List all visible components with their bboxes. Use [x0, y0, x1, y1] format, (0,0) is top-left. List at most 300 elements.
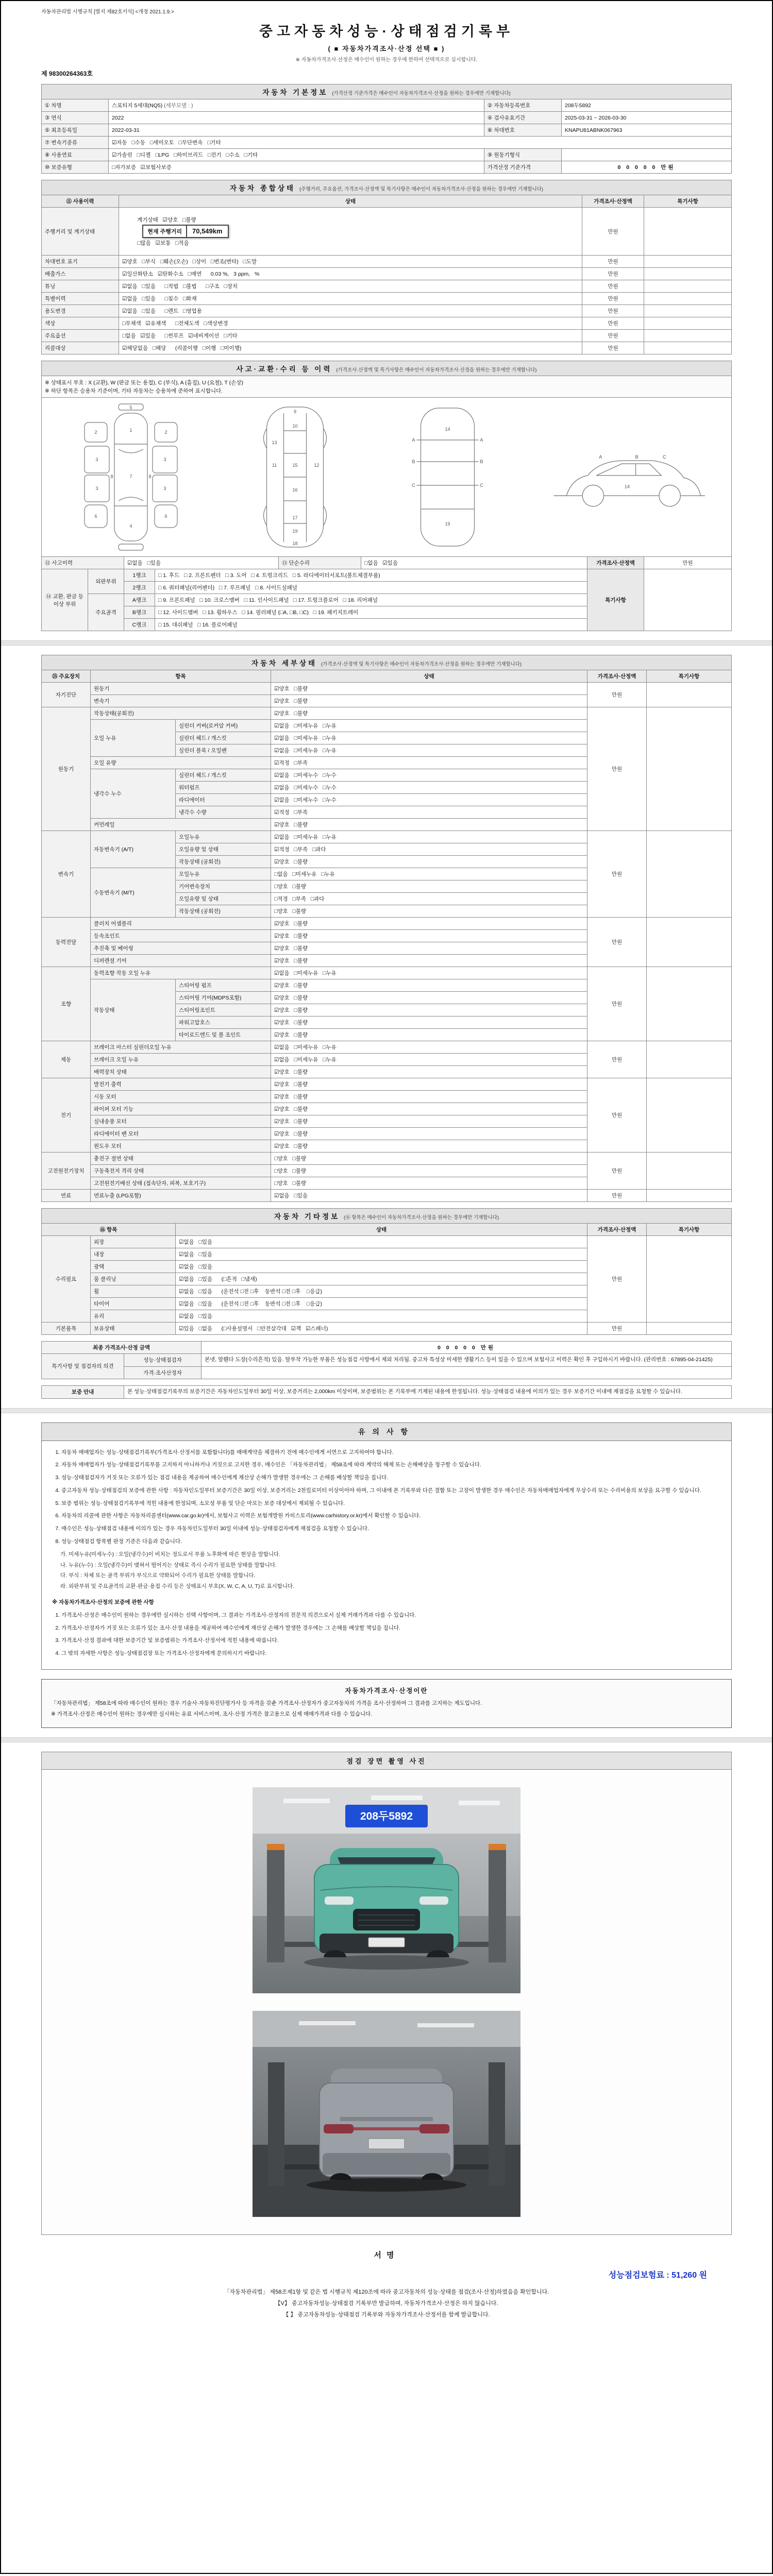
sub-item-cell: 파워고압호스 [176, 1016, 271, 1029]
notice-list [52, 1448, 721, 1546]
svg-text:14: 14 [624, 484, 630, 489]
svg-text:4: 4 [129, 523, 132, 529]
detail-title: 자동차 세부상태 [251, 659, 317, 667]
status-cell: ☑양호 □불량 [271, 1016, 587, 1029]
photo-front-illustration [253, 1787, 520, 1993]
status-cell: ☑양호 □불량 [271, 992, 587, 1004]
price-cell: 만원 [587, 1190, 647, 1202]
etc-title: 자동차 기타정보 [274, 1213, 340, 1221]
photo-plate-text: 208두5892 [360, 1810, 413, 1822]
note-cell [647, 707, 732, 831]
pricing-notice-item: 1. 가격조사·산정은 매수인이 원하는 경우에만 실시하는 선택 사항이며, 그 결과는 가격조사·산정자의 전문적 의견으로서 실제 거래가격과 다를 수 있습니다. [61, 1611, 721, 1620]
etc-section-header [42, 1209, 732, 1224]
svg-text:16: 16 [292, 487, 298, 493]
svg-text:6: 6 [164, 514, 167, 519]
photo-rear-illustration [253, 2011, 520, 2217]
notice-box [41, 1422, 732, 1670]
status-cell: □양호 □불량 [271, 905, 587, 918]
status-cell: □무채색 ☑유채색 □전체도색 □색상변경 [119, 317, 582, 330]
accident-history-value: ☑없음 □있음 [124, 557, 279, 569]
form-reference: 자동차관리법 시행규칙 [별지 제82호서식] <개정 2021.1.9.> [41, 9, 174, 15]
comp-section-header [42, 180, 732, 195]
note-cell [644, 330, 732, 342]
base-price-label: 가격산정 기준가격 [484, 161, 561, 174]
sub-item-cell: 작동상태 (공회전) [176, 905, 271, 918]
svg-text:3: 3 [163, 457, 166, 462]
inspection-premium [41, 2268, 707, 2280]
svg-text:6: 6 [94, 514, 97, 519]
signature-title: 서명 [374, 2250, 399, 2260]
accident-flags-table [41, 556, 732, 569]
premium-value: 51,260 원 [671, 2270, 707, 2280]
svg-text:13: 13 [271, 440, 277, 445]
price-cell: 만원 [587, 1236, 646, 1323]
price-cell: 만원 [582, 305, 644, 317]
mileage-row-label: 주행거리 및 계기상태 [42, 208, 119, 256]
page-break-2 [1, 1408, 772, 1413]
status-cell: ☑양호 □불량 [271, 1029, 587, 1041]
svg-text:19: 19 [292, 529, 298, 534]
accident-legend [42, 376, 732, 398]
notice-item: 3. 성능·상태점검자가 거짓 또는 오류가 있는 점검 내용을 제공하여 매수인에게 재산상 손해가 발생한 경우에는 그 손해를 배상할 책임을 집니다. [61, 1473, 721, 1482]
basic-info-table [41, 84, 732, 174]
svg-text:19: 19 [444, 521, 450, 527]
item-cell: 변속기 [91, 695, 271, 707]
main-frame-label: 주요골격 [88, 594, 124, 631]
mileage-status [119, 208, 582, 256]
status-cell: ☑적정 □부족 [271, 806, 587, 819]
price-cell: 만원 [587, 1323, 646, 1335]
pricing-definition-title: 자동차가격조사·산정이란 [345, 1687, 428, 1695]
detail-col-item: 항목 [91, 670, 271, 683]
status-cell: ☑양호 □불량 [271, 695, 587, 707]
note-cell [647, 1190, 732, 1202]
accident-history-label: ⑫ 사고이력 [42, 557, 124, 569]
item-cell: 클러치 어셈블리 [91, 918, 271, 930]
vehicle-diagram-cell [42, 398, 732, 557]
pricing-definition-box [41, 1679, 732, 1728]
etc-col-price: 가격조사·산정액 [587, 1224, 646, 1236]
inspection-value: 2025-03-31 ~ 2026-03-30 [561, 112, 731, 124]
price-cell: 만원 [587, 1078, 647, 1153]
svg-text:7: 7 [129, 474, 132, 479]
sub-item-cell: 스티어링조인트 [176, 1004, 271, 1016]
appraiser-opinion [201, 1366, 732, 1379]
status-cell: □양호 □불량 [271, 1177, 587, 1190]
reg-no-label: ② 자동차등록번호 [484, 99, 561, 112]
usage-change-label: 용도변경 [42, 305, 119, 317]
svg-text:5: 5 [129, 405, 132, 410]
status-cell: ☑양호 □불량 [271, 979, 587, 992]
sub-item-cell: 오일누유 [176, 868, 271, 880]
status-cell: ☑없음 □미세누수 □누수 [271, 769, 587, 782]
note-cell [647, 1041, 732, 1078]
price-cell: 만원 [582, 330, 644, 342]
etc-note: (⑯ 항목은 매수인이 자동차가격조사·산정을 원하는 경우에만 기재합니다) [344, 1215, 499, 1221]
item-cell: 외장 [91, 1236, 176, 1248]
signature-section [41, 2249, 732, 2318]
detail-note: (가격조사·산정액 및 특기사항은 매수인이 자동차가격조사·산정을 원하는 경우에만 기재합니다) [321, 662, 522, 667]
svg-text:1: 1 [129, 428, 132, 433]
status-cell: ☑없음 □미세누유 □누유 [271, 1041, 587, 1054]
item-cell: 오일 누유 [91, 720, 176, 757]
color-label: 색상 [42, 317, 119, 330]
svg-text:3: 3 [95, 457, 98, 462]
sub-item-cell: 라디에이터 [176, 794, 271, 806]
sub-item-cell: 실린더 헤드 / 개스킷 [176, 769, 271, 782]
diagram-top-skeleton [395, 400, 500, 554]
svg-text:3: 3 [95, 486, 98, 491]
accident-history-table [41, 361, 732, 557]
sub-item-cell: 냉각수 수량 [176, 806, 271, 819]
device-transmission: 변속기 [42, 831, 91, 918]
accident-price-label: 가격조사·산정액 [587, 557, 644, 569]
sub-item-cell: 오일유량 및 상태 [176, 843, 271, 856]
notice-criteria-item: 가. 미세누유(미세누수) : 오일(냉각수)이 비치는 정도로서 부품 노후화에 따른 현상을 말합니다. [60, 1551, 281, 1557]
price-cell: 만원 [582, 342, 644, 354]
page-3 [41, 1422, 732, 1728]
item-cell: 라디에이터 팬 모터 [91, 1128, 271, 1140]
status-cell: ☑양호 □불량 [271, 1128, 587, 1140]
mileage-level-status: □많음 ☑보통 □적음 [137, 240, 189, 246]
recall-label: 리콜대상 [42, 342, 119, 354]
status-cell: ☑없음 □미세누유 □누유 [271, 732, 587, 744]
pricing-notice-title: ※ 자동차가격조사·산정의 보증에 관한 사항 [52, 1599, 154, 1606]
sub-item-cell: 오일유량 및 상태 [176, 893, 271, 905]
vin-value: KNAPU81ABNK067963 [561, 124, 731, 137]
svg-text:8: 8 [148, 474, 152, 479]
svg-text:C: C [662, 454, 666, 460]
car-name-value [109, 99, 484, 112]
sub-item-cell: 실린더 커버(로커암 커버) [176, 720, 271, 732]
status-cell: ☑없음 □있음 [176, 1236, 587, 1248]
etc-col-item: ⑯ 항목 [42, 1224, 176, 1236]
base-price-value: 0 0 0 0 0 만원 [561, 161, 731, 174]
diagram-side-view [547, 436, 707, 518]
status-cell: ☑양호 □불량 [271, 1115, 587, 1128]
exchange-label: ⑭ 교환, 판금 등 이상 부위 [42, 569, 88, 631]
pricing-notice-item: 2. 가격조사·산정자가 거짓 또는 오류가 있는 조사·산정 내용을 제공하여 매수인에게 재산상 손해가 발생한 경우에는 그 손해를 배상할 책임을 집니다. [61, 1624, 721, 1633]
notice-criteria [60, 1550, 721, 1591]
notice-item: 4. 중고자동차 성능·상태점검의 보증에 관한 사항 : 자동차인도일부터 보증기간은 30일 이상, 보증거리는 2천킬로미터 이상이어야 하며, 그 이내에 본 기록부와 다른 결함 또는 고장이 발생한 경우 매수인은 자동차매매업자에게 무상수리 또는 수리비용의 보상을 요구할 수 있습니다. [61, 1486, 721, 1495]
note-cell [647, 1078, 732, 1153]
inspection-photo-rear [253, 2011, 520, 2217]
status-cell: ☑없음 □있음 □렌트 □영업용 [119, 305, 582, 317]
inspection-label: ④ 검사유효기간 [484, 112, 561, 124]
device-fuel: 연료 [42, 1190, 91, 1202]
comp-col-item: ⑪ 사용이력 [42, 195, 119, 208]
svg-text:10: 10 [292, 423, 298, 429]
accident-price-value: 만원 [644, 557, 732, 569]
svg-text:14: 14 [444, 427, 450, 432]
status-cell: ☑적정 □부족 □과다 [271, 843, 587, 856]
item-cell: 브레이크 오일 누유 [91, 1054, 271, 1066]
outer-panel-label: 외판부위 [88, 569, 124, 594]
note-cell [644, 342, 732, 354]
item-cell: 오일 유량 [91, 757, 271, 769]
tuning-label: 튜닝 [42, 280, 119, 293]
status-cell: ☑없음 □있음 (운전석 □전 □후 동반석 □전 □후 □응급) [176, 1285, 587, 1298]
status-cell: ☑해당없음 □해당 (리콜이행 □이행 □미이행) [119, 342, 582, 354]
status-cell: ☑없음 □미세누유 □누유 [271, 720, 587, 732]
note-cell [646, 1236, 731, 1323]
device-powertrain: 동력전달 [42, 918, 91, 967]
note-cell [644, 268, 732, 280]
svg-text:C: C [479, 483, 483, 488]
item-cell: 수동변속기 (M/T) [91, 868, 176, 918]
price-cell: 만원 [587, 831, 647, 918]
car-name: 스포티지 5세대(NQ5) [112, 103, 163, 109]
rankA-label: A랭크 [124, 594, 155, 606]
accident-note-value [644, 569, 732, 631]
doc-number: 제 98300264363호 [41, 70, 93, 77]
diagram-underbody-frame [242, 400, 348, 554]
svg-text:A: A [479, 437, 483, 443]
price-cell: 만원 [582, 208, 644, 256]
notice-item: 6. 자동차의 리콜에 관한 사항은 자동차리콜센터(www.car.go.kr)에서, 보험사고 이력은 보험개발원 카히스토리(www.carhistory.or.kr)에서 확인할 수 있습니다. [61, 1512, 721, 1520]
item-cell: 휠 [91, 1285, 176, 1298]
basic-note: (가격산정 기준가격은 매수인이 자동차가격조사·산정을 원하는 경우에만 기재합니다) [332, 91, 511, 96]
issue-option-2: 【 】 중고자동차성능·상태점검 기록부와 자동차가격조사·산정서를 함께 발급합니다. [283, 2311, 490, 2318]
detail-col-price: 가격조사·산정액 [587, 670, 647, 683]
item-cell: 보유상태 [91, 1323, 176, 1335]
reg-no-value: 208두5892 [561, 99, 731, 112]
accident-title: 사고·교환·수리 등 이력 [236, 365, 332, 373]
mileage-box-label: 현재 주행거리 [143, 226, 187, 237]
sub-item-cell: 스티어링 기어(MDPS포함) [176, 992, 271, 1004]
accident-section-header [42, 361, 732, 376]
note-cell [644, 280, 732, 293]
svg-text:9: 9 [293, 409, 296, 414]
item-cell: 연료누출 (LPG포함) [91, 1190, 271, 1202]
device-selfdiag: 자기진단 [42, 683, 91, 707]
status-cell: ☑없음 □있음 (운전석 □전 □후 동반석 □전 □후 □응급) [176, 1298, 587, 1310]
status-cell: ☑없음 □미세누유 □누유 [271, 967, 587, 979]
pricing-notice-item: 4. 그 밖의 자세한 사항은 성능·상태점검장 또는 가격조사·산정자에게 문의하시기 바랍니다. [61, 1649, 721, 1658]
svg-text:2: 2 [94, 430, 97, 435]
note-cell [647, 1153, 732, 1190]
svg-text:C: C [411, 483, 415, 488]
svg-text:3: 3 [163, 486, 166, 491]
rankC-label: C랭크 [124, 619, 155, 631]
item-cell: 와이퍼 모터 기능 [91, 1103, 271, 1115]
status-cell: ☑없음 □있음 [176, 1261, 587, 1273]
status-cell: □없음 ☑있음 □썬루프 ☑네비게이션 □기타 [119, 330, 582, 342]
status-cell: ☑적정 □부족 [271, 757, 587, 769]
notice-item: 8. 성능·상태점검 항목별 판정 기준은 다음과 같습니다. [61, 1537, 721, 1546]
accident-note: (가격조사·산정액 및 특기사항은 매수인이 자동차가격조사·산정을 원하는 경우에만 기재합니다) [336, 367, 537, 373]
notice-criteria-item: 나. 누유(누수) : 오일(냉각수)이 맺혀서 떨어지는 상태로 즉시 수리가 필요한 상태를 말합니다. [60, 1562, 277, 1568]
rank1-label: 1랭크 [124, 569, 155, 582]
detail-col-device: ⑮ 주요장치 [42, 670, 91, 683]
status-cell: ☑양호 □불량 [271, 942, 587, 955]
photo-section [41, 1770, 732, 2235]
price-cell: 만원 [582, 317, 644, 330]
trans-value: ☑자동 □수동 □세미오토 □무단변속 □기타 [109, 137, 732, 149]
price-cell: 만원 [587, 1041, 647, 1078]
rankC-items: □ 15. 대쉬패널 □ 16. 플로어패널 [155, 619, 587, 631]
status-cell: ☑없음 □미세누유 □누유 [271, 1054, 587, 1066]
item-cell: 룸 클리닝 [91, 1273, 176, 1285]
status-cell: ☑일산화탄소 ☑탄화수소 □매연 0.03 %, 3 ppm, % [119, 268, 582, 280]
note-cell [647, 918, 732, 967]
note-cell [647, 831, 732, 918]
group-basic-items: 기본품목 [42, 1323, 91, 1335]
detail-section-header [42, 655, 732, 670]
item-cell: 타이어 [91, 1298, 176, 1310]
basic-title: 자동차 기본정보 [262, 89, 328, 96]
item-cell: 동력조향 작동 오일 누유 [91, 967, 271, 979]
svg-text:2: 2 [164, 430, 167, 435]
status-cell: ☑없음 □미세누수 □누수 [271, 794, 587, 806]
year-label: ③ 연식 [42, 112, 109, 124]
page-4 [41, 1752, 732, 2318]
comp-col-status: 상태 [119, 195, 582, 208]
pricing-notice-item: 3. 가격조사·산정 결과에 대한 보증기간 및 보증범위는 가격조사·산정서에 적힌 내용에 따릅니다. [61, 1636, 721, 1645]
status-cell: □양호 □불량 [271, 880, 587, 893]
item-cell: 윈도우 모터 [91, 1140, 271, 1153]
final-price-table [41, 1341, 732, 1379]
device-brake: 제동 [42, 1041, 91, 1078]
premium-label: 성능점검보험료 : [608, 2270, 669, 2280]
status-cell: ☑없음 □있음 [176, 1310, 587, 1323]
price-cell: 만원 [587, 918, 647, 967]
item-cell: 작동상태 [91, 979, 176, 1041]
comp-col-price: 가격조사·산정액 [582, 195, 644, 208]
status-cell: ☑양호 □불량 [271, 683, 587, 695]
final-price-label: 최종 가격조사·산정 금액 [42, 1342, 201, 1354]
price-cell: 만원 [582, 256, 644, 268]
item-cell: 커먼레일 [91, 819, 271, 831]
fuel-label: ⑧ 사용연료 [42, 149, 109, 161]
status-cell: ☑양호 □불량 [271, 707, 587, 720]
status-cell: □양호 □불량 [271, 1153, 587, 1165]
inspector-opinion: 본넷, 앞휀다 도장(수리흔적) 있음. 탈부착 가능한 부품은 성능점검 사항에서 제외 처리됨. 중고차 특성상 미세한 생활기스 등이 있을 수 있으며 보험사고 이력은 확인 후 구입하시기 바랍니다. (관리번호 : 67895-04-21425) [201, 1354, 732, 1367]
vin-label: ⑥ 차대번호 [484, 124, 561, 137]
device-steering: 조향 [42, 967, 91, 1041]
status-cell: ☑있음 □없음 (□사용설명서 □안전삼각대 ☑잭 ☑스패너) [176, 1323, 587, 1335]
status-cell: ☑양호 □불량 [271, 1091, 587, 1103]
legend-codes: ※ 상태표시 부호 : X (교환), W (판금 또는 용접), C (부식), A (흠집), U (요철), T (손상) [45, 380, 243, 386]
comp-note: (주행거리, 주요옵션, 가격조사·산정액 및 특기사항은 매수인이 자동차가격조사·산정을 원하는 경우에만 기재합니다) [299, 187, 544, 192]
first-reg-label: ⑤ 최초등록일 [42, 124, 109, 137]
svg-text:B: B [479, 459, 483, 464]
etc-col-note: 특기사항 [646, 1224, 731, 1236]
etc-col-status: 상태 [176, 1224, 587, 1236]
notice-criteria-item: 다. 부식 : 차체 또는 골격 부위가 부식으로 약화되어 수리가 필요한 상태를 말합니다. [60, 1572, 256, 1579]
status-cell: ☑양호 □불량 [271, 1140, 587, 1153]
sub-item-cell: 실린더 블록 / 오일팬 [176, 744, 271, 757]
svg-text:17: 17 [292, 515, 298, 520]
issue-option-1: 【V】 중고자동차성능·상태점검 기록부만 발급하며, 자동차가격조사·산정은 하지 않습니다. [275, 2300, 498, 2307]
svg-text:8: 8 [110, 474, 113, 479]
note-cell [644, 317, 732, 330]
item-cell: 발전기 출력 [91, 1078, 271, 1091]
first-reg-value: 2022-03-31 [109, 124, 484, 137]
sub-item-cell: 워터펌프 [176, 782, 271, 794]
doc-subnote: ※ 자동차가격조사·산정은 매수인이 원하는 경우에 한하여 선택적으로 실시합니다. [295, 57, 478, 63]
svg-text:15: 15 [292, 463, 298, 468]
trans-label: ⑦ 변속기종류 [42, 137, 109, 149]
simple-repair-value: □없음 ☑있음 [361, 557, 587, 569]
note-cell [644, 293, 732, 305]
engine-type-value [561, 149, 731, 161]
notice-item: 1. 자동차 매매업자는 성능·상태점검기록부(가격조사·산정서를 포함합니다)를 매매계약을 체결하기 전에 매수인에게 서면으로 고지하여야 합니다. [61, 1448, 721, 1457]
note-cell [644, 305, 732, 317]
price-cell: 만원 [582, 293, 644, 305]
pricing-definition-note: ※ 가격조사·산정은 매수인이 원하는 경우에만 실시하는 유료 서비스이며, 조사·산정 가격은 참고용으로 실제 매매가격과 다를 수 있습니다. [51, 1711, 373, 1718]
odometer-status: 계기상태 ☑양호 □불량 [137, 217, 196, 223]
item-cell: 원동기 [91, 683, 271, 695]
status-cell: ☑양호 □불량 [271, 1004, 587, 1016]
item-cell: 충전구 절연 상태 [91, 1153, 271, 1165]
device-engine: 원동기 [42, 707, 91, 831]
sub-item-cell: 스티어링 펌프 [176, 979, 271, 992]
status-cell: ☑없음 □있음 (□흔적 □냄새) [176, 1273, 587, 1285]
sub-item-cell: 타이로드엔드 및 볼 조인트 [176, 1029, 271, 1041]
note-cell [644, 208, 732, 256]
legend-basis: ※ 하단 항목은 승용차 기준이며, 기타 자동차는 승용차에 준하여 표시합니다. [45, 388, 223, 394]
price-cell: 만원 [582, 268, 644, 280]
item-cell: 광택 [91, 1261, 176, 1273]
price-cell: 만원 [587, 683, 647, 707]
item-cell: 구동축전지 격리 상태 [91, 1165, 271, 1177]
basic-section-header [42, 84, 732, 99]
mileage-box-value: 70,549km [192, 227, 223, 235]
note-cell [646, 1323, 731, 1335]
price-cell: 만원 [587, 967, 647, 1041]
status-cell: ☑양호 □불량 [271, 930, 587, 942]
status-cell: ☑양호 □불량 [271, 819, 587, 831]
status-cell: ☑없음 □있음 [271, 1190, 587, 1202]
appraiser-label: 가격·조사산정자 [124, 1366, 201, 1379]
doc-title: 중고자동차성능·상태점검기록부 [259, 24, 514, 39]
status-cell: ☑없음 □미세누수 □누수 [271, 782, 587, 794]
fuel-value: ☑가솔린 □디젤 □LPG □하이브리드 □전기 □수소 □기타 [109, 149, 484, 161]
notice-title: 유의사항 [42, 1423, 731, 1441]
item-cell: 유리 [91, 1310, 176, 1323]
special-history-label: 특별이력 [42, 293, 119, 305]
engine-type-label: ⑨ 원동기형식 [484, 149, 561, 161]
page-break-1 [1, 640, 772, 646]
status-cell: ☑양호 □불량 [271, 1078, 587, 1091]
etc-info-table [41, 1208, 732, 1335]
notice-item: 5. 보증 범위는 성능·상태점검기록부에 적힌 내용에 한정되며, 소모성 부품 및 단순 마모는 보증 대상에서 제외될 수 있습니다. [61, 1499, 721, 1508]
detail-col-status: 상태 [271, 670, 587, 683]
status-cell: ☑없음 □미세누유 □누유 [271, 831, 587, 843]
status-cell: □양호 □불량 [271, 1165, 587, 1177]
page-1 [41, 84, 732, 631]
vin-mark-label: 차대번호 표기 [42, 256, 119, 268]
pricing-notice-list [52, 1611, 721, 1658]
notice-item: 2. 자동차 매매업자가 성능·상태점검기록부를 고지하지 아니하거나 거짓으로 고지한 경우, 매수인은 「자동차관리법」 제58조에 따라 계약의 해제 또는 손해배상을 청구할 수 있습니다. [61, 1461, 721, 1469]
warranty-info-box [41, 1385, 732, 1399]
rankB-items: □ 12. 사이드멤버 □ 13. 휠하우스 □ 14. 필러패널 (□A, □B, □C) □ 19. 패키지트레이 [155, 606, 587, 619]
status-cell: ☑양호 □불량 [271, 955, 587, 967]
simple-repair-label: ⑬ 단순수리 [279, 557, 361, 569]
device-electric: 전기 [42, 1078, 91, 1153]
options-label: 주요옵션 [42, 330, 119, 342]
item-cell: 자동변속기 (A/T) [91, 831, 176, 868]
item-cell: 추진축 및 베어링 [91, 942, 271, 955]
svg-text:B: B [411, 459, 415, 464]
accident-note-label: 특기사항 [587, 569, 644, 631]
note-cell [647, 683, 732, 707]
rank1-items: □ 1. 후드 □ 2. 프론트펜더 □ 3. 도어 □ 4. 트렁크리드 □ 5. 라디에이터서포트(볼트체결부품) [155, 569, 587, 582]
item-cell: 시동 모터 [91, 1091, 271, 1103]
status-cell: □없음 □미세누유 □누유 [271, 868, 587, 880]
status-cell: ☑양호 □부식 □훼손(오손) □상이 □변조(변타) □도말 [119, 256, 582, 268]
